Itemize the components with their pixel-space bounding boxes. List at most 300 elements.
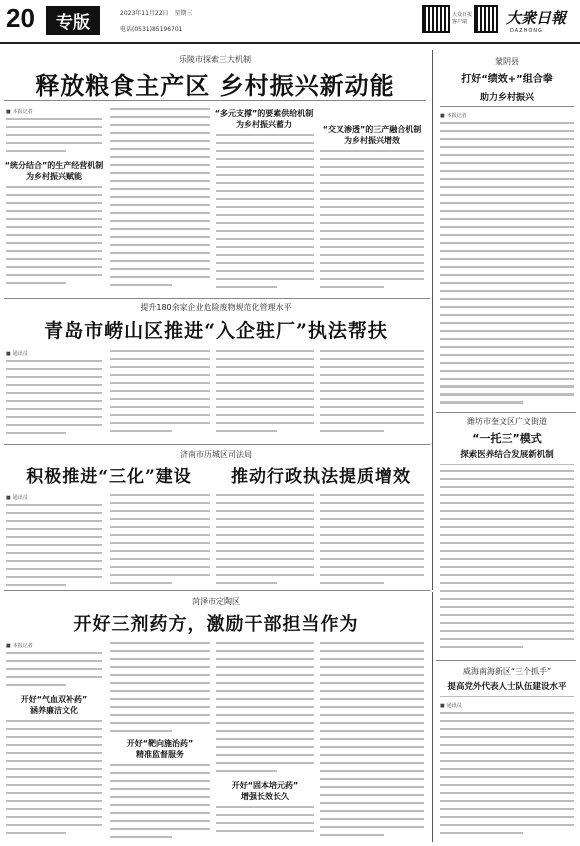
headline: 打好“绩效+”组合拳 <box>461 74 553 85</box>
kicker: 济南市历城区司法局 <box>180 450 252 459</box>
subhead: 涵养廉洁文化 <box>30 706 78 715</box>
text-line <box>440 322 574 324</box>
text-line <box>320 406 424 408</box>
text-line <box>216 422 314 424</box>
text-line <box>6 150 66 152</box>
kicker: 潍坊市奎文区广文街道 <box>467 417 547 426</box>
headline: “一托三”模式 <box>472 432 542 445</box>
text-line <box>440 306 574 308</box>
text-line <box>320 818 424 820</box>
subhead: “统分结合”的生产经营机制 <box>4 161 104 170</box>
text-line <box>440 784 574 786</box>
subhead: 为乡村振兴增效 <box>344 136 400 145</box>
text-line <box>110 148 210 150</box>
text-line <box>320 682 424 684</box>
text-line <box>6 384 102 386</box>
text-line <box>6 776 102 778</box>
text-line <box>6 392 102 394</box>
text-line <box>320 754 424 756</box>
text-line <box>440 186 574 188</box>
text-line <box>320 398 424 400</box>
body-text <box>320 642 424 840</box>
text-line <box>440 470 574 472</box>
body-text <box>320 494 424 586</box>
text-line <box>216 158 314 160</box>
text-line <box>440 266 574 268</box>
body-text <box>6 360 102 440</box>
divider <box>4 298 430 299</box>
text-line <box>440 202 574 204</box>
text-line <box>110 350 210 352</box>
text-line <box>320 286 384 288</box>
text-line <box>216 390 314 392</box>
text-line <box>440 218 574 220</box>
text-line <box>320 550 424 552</box>
text-line <box>110 276 210 278</box>
text-line <box>110 534 210 536</box>
text-line <box>320 510 424 512</box>
text-line <box>320 190 424 192</box>
text-line <box>110 132 210 134</box>
divider <box>436 412 576 413</box>
text-line <box>6 560 102 562</box>
text-line <box>320 794 424 796</box>
text-line <box>320 778 424 780</box>
text-line <box>6 800 102 802</box>
text-line <box>6 360 102 362</box>
subhead: 开好“气血双补药” <box>20 695 88 704</box>
text-line <box>6 210 102 212</box>
text-line <box>216 214 314 216</box>
text-line <box>110 116 210 118</box>
text-line <box>440 250 574 252</box>
text-line <box>110 730 172 732</box>
text-line <box>320 730 424 732</box>
text-line <box>6 784 102 786</box>
text-line <box>6 760 102 762</box>
text-line <box>216 238 314 240</box>
qr-caption-app: 大众日报客户端 <box>452 12 473 25</box>
text-line <box>440 274 574 276</box>
text-line <box>440 792 574 794</box>
text-line <box>440 478 574 480</box>
text-line <box>216 762 314 764</box>
text-line <box>6 552 102 554</box>
text-line <box>440 170 574 172</box>
text-line <box>216 270 314 272</box>
text-line <box>110 658 210 660</box>
text-line <box>440 590 574 592</box>
text-line <box>320 674 424 676</box>
text-line <box>440 510 574 512</box>
text-line <box>216 706 314 708</box>
text-line <box>440 502 574 504</box>
text-line <box>440 282 574 284</box>
masthead <box>0 0 580 44</box>
text-line <box>440 824 574 826</box>
text-line <box>110 366 210 368</box>
text-line <box>440 130 574 132</box>
text-line <box>440 234 574 236</box>
text-line <box>320 722 424 724</box>
text-line <box>216 198 314 200</box>
text-line <box>440 606 574 608</box>
text-line <box>440 330 574 332</box>
text-line <box>440 154 574 156</box>
text-line <box>216 754 314 756</box>
body-text <box>440 470 574 656</box>
text-line <box>320 206 424 208</box>
text-line <box>216 666 314 668</box>
kicker: 威海南海新区“三个抓手” <box>462 667 552 676</box>
text-line <box>440 598 574 600</box>
text-line <box>110 550 210 552</box>
text-line <box>216 278 314 280</box>
text-line <box>6 652 102 654</box>
text-line <box>320 358 424 360</box>
text-line <box>110 164 210 166</box>
text-line <box>440 290 574 292</box>
text-line <box>216 542 314 544</box>
subhead: “多元支撑”的要素供给机制 <box>214 109 314 118</box>
text-line <box>216 574 314 576</box>
body-text <box>110 642 210 734</box>
text-line <box>440 550 574 552</box>
divider <box>432 592 433 842</box>
text-line <box>6 408 102 410</box>
text-line <box>6 536 102 538</box>
text-line <box>320 254 424 256</box>
text-line <box>216 366 314 368</box>
text-line <box>110 836 172 838</box>
text-line <box>440 354 574 356</box>
text-line <box>216 746 314 748</box>
text-line <box>6 186 102 188</box>
text-line <box>110 204 210 206</box>
editor-line: 电话(0531)85196701 <box>120 26 183 33</box>
text-line <box>6 118 102 120</box>
text-line <box>110 406 210 408</box>
text-line <box>320 666 424 668</box>
text-line <box>110 566 210 568</box>
text-line <box>440 768 574 770</box>
text-line <box>6 816 102 818</box>
subhead: 精准监督服务 <box>136 750 184 759</box>
body-text <box>216 642 314 776</box>
subhead: 增强长效长久 <box>241 792 289 801</box>
text-line <box>320 350 424 352</box>
text-line <box>440 646 523 648</box>
text-line <box>320 230 424 232</box>
text-line <box>216 698 314 700</box>
text-line <box>320 762 424 764</box>
text-line <box>6 512 102 514</box>
text-line <box>6 266 102 268</box>
text-line <box>110 236 210 238</box>
text-line <box>320 390 424 392</box>
byline: ■ 本报记者 <box>440 112 467 119</box>
text-line <box>110 650 210 652</box>
text-line <box>216 830 314 832</box>
text-line <box>216 722 314 724</box>
text-line <box>6 234 102 236</box>
text-line <box>320 698 424 700</box>
text-line <box>110 156 210 158</box>
text-line <box>110 228 210 230</box>
body-text <box>6 118 102 154</box>
text-line <box>440 362 574 364</box>
text-line <box>110 666 210 668</box>
text-line <box>216 682 314 684</box>
text-line <box>216 534 314 536</box>
text-line <box>110 510 210 512</box>
text-line <box>6 520 102 522</box>
text-line <box>110 642 210 644</box>
body-text <box>6 186 102 290</box>
text-line <box>6 400 102 402</box>
text-line <box>110 690 210 692</box>
text-line <box>320 714 424 716</box>
text-line <box>216 714 314 716</box>
text-line <box>216 566 314 568</box>
text-line <box>6 676 102 678</box>
byline: ■ 通讯员 <box>6 350 28 357</box>
text-line <box>440 385 574 387</box>
text-line <box>110 374 210 376</box>
text-line <box>6 768 102 770</box>
text-line <box>110 764 210 766</box>
body-text <box>6 504 102 586</box>
text-line <box>440 720 574 722</box>
text-line <box>440 338 574 340</box>
text-line <box>6 250 102 252</box>
text-line <box>440 486 574 488</box>
text-line <box>320 706 424 708</box>
text-line <box>110 706 210 708</box>
text-line <box>110 212 210 214</box>
text-line <box>440 760 574 762</box>
text-line <box>6 528 102 530</box>
text-line <box>216 222 314 224</box>
text-line <box>6 242 102 244</box>
text-line <box>440 630 574 632</box>
text-line <box>320 494 424 496</box>
body-text <box>6 720 102 840</box>
text-line <box>110 124 210 126</box>
text-line <box>216 166 314 168</box>
body-text <box>216 806 314 840</box>
newspaper-logo: 大衆日報 <box>506 9 567 27</box>
text-line <box>110 398 210 400</box>
text-line <box>6 504 102 506</box>
text-line <box>110 268 210 270</box>
kicker: 蒙阴县 <box>495 57 519 66</box>
body-text <box>216 494 314 586</box>
text-line <box>216 414 314 416</box>
body-text <box>440 122 574 408</box>
text-line <box>110 108 210 110</box>
text-line <box>320 374 424 376</box>
kicker: 提升180余家企业危险废物规范化管理水平 <box>140 303 292 312</box>
text-line <box>440 298 574 300</box>
qr-code-icon <box>474 5 498 33</box>
body-text <box>110 764 210 840</box>
text-line <box>110 698 210 700</box>
text-line <box>110 582 172 584</box>
text-line <box>110 260 210 262</box>
text-line <box>320 182 424 184</box>
text-line <box>110 430 172 432</box>
text-line <box>440 346 574 348</box>
text-line <box>440 526 574 528</box>
text-line <box>440 122 574 124</box>
subhead: 助力乡村振兴 <box>479 93 534 103</box>
text-line <box>6 832 66 834</box>
text-line <box>440 210 574 212</box>
text-line <box>320 198 424 200</box>
text-line <box>110 422 210 424</box>
text-line <box>216 230 314 232</box>
text-line <box>216 674 314 676</box>
text-line <box>320 174 424 176</box>
body-text <box>440 712 574 840</box>
text-line <box>6 134 102 136</box>
text-line <box>216 254 314 256</box>
text-line <box>216 550 314 552</box>
text-line <box>320 542 424 544</box>
text-line <box>110 526 210 528</box>
text-line <box>110 796 210 798</box>
headline: 青岛市崂山区推进“入企驻厂”执法帮扶 <box>44 320 388 342</box>
text-line <box>320 582 384 584</box>
text-line <box>440 242 574 244</box>
text-line <box>320 746 424 748</box>
headline: 开好三剂药方，激励干部担当作为 <box>73 614 359 635</box>
text-line <box>6 194 102 196</box>
text-line <box>216 494 314 496</box>
text-line <box>320 382 424 384</box>
section-label: 专版 <box>46 6 100 35</box>
text-line <box>110 358 210 360</box>
body-text <box>6 652 102 690</box>
text-line <box>320 642 424 644</box>
text-line <box>320 414 424 416</box>
text-line <box>440 566 574 568</box>
text-line <box>110 820 210 822</box>
subhead: 探索医养结合发展新机制 <box>460 450 554 460</box>
text-line <box>320 526 424 528</box>
text-line <box>216 814 314 816</box>
text-line <box>440 542 574 544</box>
text-line <box>216 134 314 136</box>
text-line <box>216 262 314 264</box>
text-line <box>110 252 210 254</box>
text-line <box>440 162 574 164</box>
text-line <box>110 172 210 174</box>
text-line <box>440 800 574 802</box>
text-line <box>320 558 424 560</box>
text-line <box>320 150 424 152</box>
text-line <box>320 430 384 432</box>
text-line <box>320 502 424 504</box>
text-line <box>110 196 210 198</box>
text-line <box>110 390 210 392</box>
text-line <box>6 568 102 570</box>
text-line <box>110 812 210 814</box>
text-line <box>110 180 210 182</box>
text-line <box>216 286 277 288</box>
text-line <box>216 518 314 520</box>
text-line <box>6 258 102 260</box>
headline: 释放粮食主产区 乡村振兴新动能 <box>35 71 395 100</box>
text-line <box>6 660 102 662</box>
text-line <box>110 244 210 246</box>
body-text <box>110 350 210 440</box>
text-line <box>440 494 574 496</box>
subhead: “交叉渗透”的三产融合机制 <box>322 125 422 134</box>
text-line <box>320 222 424 224</box>
text-line <box>6 744 102 746</box>
divider <box>440 464 574 465</box>
text-line <box>440 574 574 576</box>
issue-date: 2023年11月22日 星期三 <box>120 10 193 17</box>
text-line <box>216 658 314 660</box>
text-line <box>216 174 314 176</box>
text-line <box>110 828 210 830</box>
text-line <box>6 576 102 578</box>
divider <box>432 50 433 590</box>
text-line <box>440 518 574 520</box>
text-line <box>110 722 210 724</box>
text-line <box>216 730 314 732</box>
text-line <box>6 226 102 228</box>
text-line <box>320 834 384 836</box>
byline: ■ 本报记者 <box>6 108 33 115</box>
text-line <box>320 158 424 160</box>
text-line <box>216 642 314 644</box>
divider <box>436 660 576 661</box>
body-text <box>216 350 314 440</box>
text-line <box>320 658 424 660</box>
text-line <box>6 544 102 546</box>
text-line <box>440 832 523 834</box>
text-line <box>6 792 102 794</box>
text-line <box>216 246 314 248</box>
text-line <box>320 650 424 652</box>
text-line <box>6 202 102 204</box>
text-line <box>6 432 66 434</box>
text-line <box>216 350 314 352</box>
text-line <box>440 712 574 714</box>
text-line <box>6 368 102 370</box>
text-line <box>440 534 574 536</box>
text-line <box>110 574 210 576</box>
text-line <box>6 274 102 276</box>
text-line <box>110 772 210 774</box>
text-line <box>110 284 172 286</box>
text-line <box>6 684 66 686</box>
text-line <box>6 736 102 738</box>
text-line <box>320 214 424 216</box>
text-line <box>6 728 102 730</box>
text-line <box>216 206 314 208</box>
text-line <box>320 238 424 240</box>
text-line <box>320 738 424 740</box>
text-line <box>440 258 574 260</box>
kicker: 乐陵市探索三大机制 <box>179 55 251 64</box>
text-line <box>110 414 210 416</box>
text-line <box>6 126 102 128</box>
